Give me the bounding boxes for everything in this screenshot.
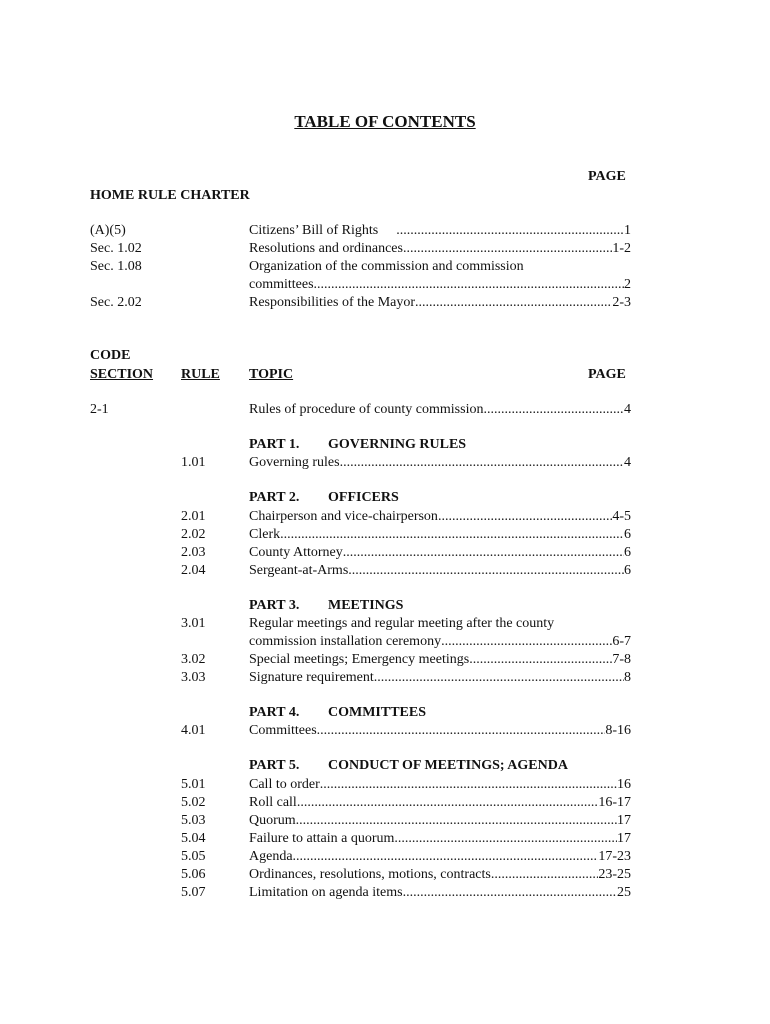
toc-page: 8 <box>624 670 631 685</box>
dot-leader <box>348 562 624 580</box>
toc-page: 2 <box>624 277 631 292</box>
rule-number: 1.01 <box>181 455 206 470</box>
toc-page: 4 <box>624 455 631 470</box>
part-number: PART 1. <box>249 437 300 452</box>
toc-topic: Signature requirement <box>249 670 374 685</box>
rule-number: 2.03 <box>181 545 206 560</box>
rule-number: 5.05 <box>181 849 206 864</box>
dot-leader <box>415 294 612 312</box>
dot-leader <box>438 508 612 526</box>
charter-code: Sec. 2.02 <box>90 295 142 310</box>
dot-leader <box>374 669 624 687</box>
rule-number: 5.04 <box>181 831 206 846</box>
toc-page: 6 <box>624 527 631 542</box>
toc-topic-line1: Regular meetings and regular meeting after the county <box>249 616 555 631</box>
rule-number: 2.02 <box>181 527 206 542</box>
rule-number: 3.03 <box>181 670 206 685</box>
toc-topic: commission installation ceremony <box>249 634 442 649</box>
rule-number: 5.02 <box>181 795 206 810</box>
part-name: COMMITTEES <box>328 705 427 720</box>
dot-leader <box>340 454 624 472</box>
toc-page: 6 <box>624 545 631 560</box>
toc-topic: Clerk <box>249 527 281 542</box>
dot-leader <box>296 812 617 830</box>
rule-number: 2.04 <box>181 563 206 578</box>
dot-leader <box>343 544 624 562</box>
dot-leader <box>469 651 612 669</box>
rule-number: 5.07 <box>181 885 206 900</box>
section-column-header: SECTION <box>90 367 154 382</box>
toc-entry <box>249 508 631 526</box>
rule-column-header: RULE <box>181 367 220 382</box>
part-number: PART 2. <box>249 490 300 505</box>
toc-page: 17-23 <box>598 849 631 864</box>
dot-leader <box>317 722 606 740</box>
toc-page: 1-2 <box>612 241 631 256</box>
toc-entry <box>249 544 631 562</box>
document-title: TABLE OF CONTENTS <box>294 112 476 131</box>
toc-entry <box>249 722 631 740</box>
topic-column-header: TOPIC <box>249 367 294 382</box>
toc-page: 17 <box>617 831 631 846</box>
toc-topic: Limitation on agenda items <box>249 885 403 900</box>
rule-number: 2.01 <box>181 509 206 524</box>
toc-page: 25 <box>617 885 631 900</box>
dot-leader <box>403 240 612 258</box>
toc-entry <box>249 884 631 902</box>
toc-entry <box>249 562 631 580</box>
toc-topic: Ordinances, resolutions, motions, contracts <box>249 867 491 882</box>
part-number: PART 5. <box>249 758 300 773</box>
dot-leader <box>441 633 612 651</box>
toc-entry <box>249 294 631 312</box>
rule-number: 3.02 <box>181 652 206 667</box>
toc-entry <box>249 222 631 240</box>
rule-number: 5.06 <box>181 867 206 882</box>
toc-page: 17 <box>617 813 631 828</box>
dot-leader <box>378 222 624 240</box>
dot-leader <box>297 794 599 812</box>
dot-leader <box>314 276 624 294</box>
part-number: PART 3. <box>249 598 300 613</box>
toc-topic: committees <box>249 277 314 292</box>
page-column-header-2: PAGE <box>588 367 626 382</box>
dot-leader <box>403 884 617 902</box>
toc-entry <box>249 669 631 687</box>
toc-entry <box>249 812 631 830</box>
dot-leader <box>394 830 617 848</box>
toc-topic-line1: Organization of the commission and commission <box>249 259 524 274</box>
toc-page: 6-7 <box>612 634 631 649</box>
toc-entry <box>249 401 631 419</box>
charter-heading: HOME RULE CHARTER <box>90 188 250 203</box>
part-name: GOVERNING RULES <box>328 437 467 452</box>
page-column-header: PAGE <box>588 169 626 184</box>
charter-code: Sec. 1.08 <box>90 259 142 274</box>
toc-topic: Responsibilities of the Mayor <box>249 295 416 310</box>
toc-page: 2-3 <box>612 295 631 310</box>
toc-entry <box>249 651 631 669</box>
dot-leader <box>320 776 617 794</box>
toc-topic: Governing rules <box>249 455 340 470</box>
toc-topic: Chairperson and vice-chairperson <box>249 509 438 524</box>
part-name: MEETINGS <box>328 598 404 613</box>
rule-number: 3.01 <box>181 616 206 631</box>
dot-leader <box>280 526 624 544</box>
toc-entry <box>249 526 631 544</box>
toc-topic: Sergeant-at-Arms <box>249 563 349 578</box>
toc-entry <box>249 830 631 848</box>
toc-topic: Committees <box>249 723 317 738</box>
toc-entry <box>249 848 631 866</box>
toc-topic: Failure to attain a quorum <box>249 831 395 846</box>
toc-topic: Roll call <box>249 795 297 810</box>
toc-page: 8-16 <box>605 723 631 738</box>
part-name: OFFICERS <box>328 490 399 505</box>
toc-page: 4-5 <box>612 509 631 524</box>
toc-page: 16-17 <box>598 795 631 810</box>
code-column-header: CODE <box>90 348 131 363</box>
dot-leader <box>293 848 599 866</box>
toc-topic: Agenda <box>249 849 293 864</box>
toc-topic: Resolutions and ordinances <box>249 241 403 256</box>
toc-page: 4 <box>624 402 631 417</box>
toc-page: 6 <box>624 563 631 578</box>
toc-topic: County Attorney <box>249 545 343 560</box>
dot-leader <box>491 866 598 884</box>
code-section: 2-1 <box>90 402 109 417</box>
toc-entry <box>249 633 631 651</box>
toc-topic: Special meetings; Emergency meetings <box>249 652 470 667</box>
part-name: CONDUCT OF MEETINGS; AGENDA <box>328 758 568 773</box>
rule-number: 4.01 <box>181 723 206 738</box>
toc-topic: Citizens’ Bill of Rights <box>249 223 379 238</box>
dot-leader <box>483 401 624 419</box>
toc-topic: Call to order <box>249 777 320 792</box>
toc-topic: Rules of procedure of county commission <box>249 402 484 417</box>
toc-entry <box>249 276 631 294</box>
toc-topic: Quorum <box>249 813 296 828</box>
toc-entry <box>249 240 631 258</box>
charter-code: Sec. 1.02 <box>90 241 142 256</box>
toc-entry <box>249 866 631 884</box>
toc-page: 7-8 <box>612 652 631 667</box>
part-number: PART 4. <box>249 705 300 720</box>
rule-number: 5.03 <box>181 813 206 828</box>
toc-page: 16 <box>617 777 631 792</box>
rule-number: 5.01 <box>181 777 206 792</box>
toc-page: 1 <box>624 223 631 238</box>
charter-code: (A)(5) <box>90 223 126 238</box>
toc-page: 23-25 <box>598 867 631 882</box>
toc-entry <box>249 454 631 472</box>
toc-entry <box>249 776 631 794</box>
toc-entry <box>249 794 631 812</box>
